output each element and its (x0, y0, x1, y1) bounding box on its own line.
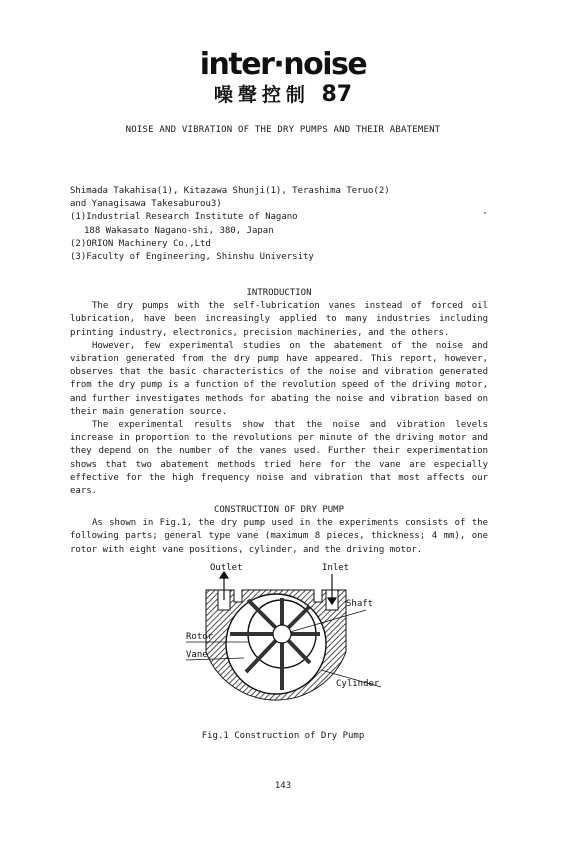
section-heading: CONSTRUCTION OF DRY PUMP (213, 505, 345, 515)
conference-logo (0, 48, 566, 106)
paragraph: The dry pumps with the self-lubrication vanes instead of forced oil lubrication, have been increasingly applied to many industries including printing industry, electronics, precision machineries, and the others. (70, 301, 488, 338)
paragraph: As shown in Fig.1, the dry pump used in the experiments consists of the following parts; general type vane (maximum 8 pieces, thickness; 4 mm), one rotor with eight vane positions, cylinder, and the driving motor. (70, 518, 488, 555)
paragraph: The experimental results show that the noise and vibration levels increase in proportion to the revolutions per minute of the driving motor and they depend on the number of the vanes used. Further their experimentation shows that two abatement methods tried here for the vane are especially effective for the high frequency noise and vibration that most affects our ears. (70, 420, 488, 497)
authors-line: and Yanagisawa Takesaburou3) (70, 199, 222, 210)
authors-line: Shimada Takahisa(1), Kitazawa Shunji(1), Terashima Teruo(2) (70, 186, 390, 196)
label-vane: Vane (186, 650, 208, 660)
pump-diagram (186, 562, 386, 702)
label-inlet: Inlet (322, 563, 350, 573)
paper-title: NOISE AND VIBRATION OF THE DRY PUMPS AND THEIR ABATEMENT (125, 125, 441, 135)
figure-caption: Fig.1 Construction of Dry Pump (201, 731, 365, 741)
logo-subtitle (0, 84, 566, 106)
affiliation: (2)ORION Machinery Co.,Ltd (70, 238, 211, 249)
label-rotor: Rotor (186, 632, 214, 642)
affiliation: (3)Faculty of Engineering, Shinshu University (70, 252, 314, 263)
logo-text: inter·noise (199, 47, 367, 82)
logo-cjk: 噪聲控制 (213, 84, 310, 106)
affiliation-address: 188 Wakasato Nagano-shi, 380, Japan (84, 225, 274, 236)
introduction-section (70, 287, 488, 498)
label-cylinder: Cylinder (336, 679, 380, 689)
shaft (273, 625, 291, 643)
paragraph: However, few experimental studies on the abatement of the noise and vibration generated from the dry pump have appeared. This report, however, observes that the basic characteristics of the noise and vibration generated from the dry pump is a function of the revolution speed of the driving motor, and further investigates methods for abating the noise and vibration based on their main generation source. (70, 340, 488, 417)
label-outlet: Outlet (210, 563, 243, 573)
affiliation: (1)Industrial Research Institute of Nagano (70, 212, 298, 223)
construction-section (70, 504, 488, 557)
author-block (70, 185, 500, 264)
pump-figure (186, 562, 386, 702)
section-heading: INTRODUCTION (246, 288, 312, 298)
label-shaft: Shaft (346, 599, 374, 609)
logo-year: 87 (321, 82, 353, 107)
page-number: 143 (274, 781, 292, 791)
